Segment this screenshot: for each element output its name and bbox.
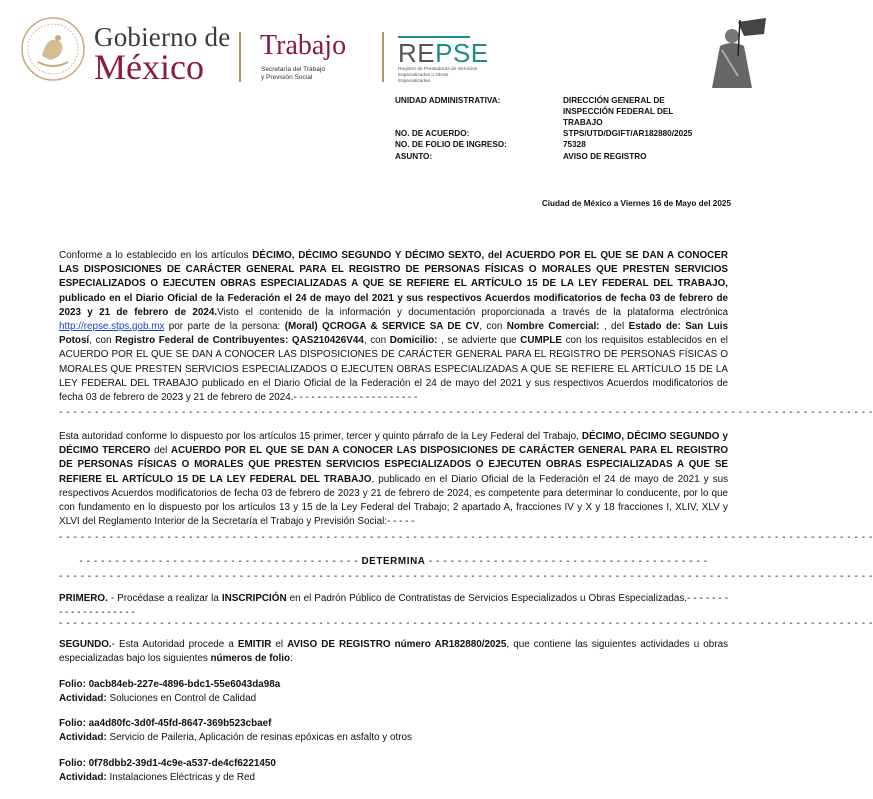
repse-sub-line-1: Registro de Prestadoras de Servicios (398, 67, 478, 72)
p1-text-5: , del (599, 321, 629, 333)
asunto-label: ASUNTO: (395, 152, 433, 161)
p4-text-3: , que contiene las siguientes actividades u obras especializadas bajo los siguientes (59, 639, 729, 665)
repse-re: RE (398, 38, 436, 68)
cumple-label: CUMPLE (520, 335, 562, 347)
mexico-seal-logo (20, 16, 86, 82)
p2-text-2: del (150, 445, 171, 457)
gobierno-title: Gobierno de (94, 22, 231, 52)
unidad-label: UNIDAD ADMINISTRATIVA: (395, 96, 501, 105)
paragraph-competencia (59, 430, 728, 529)
determina-dashes-left: - - - - - - - - - - - - - - - - - - - - - - - - - - - - - - - - - - - - - - - (79, 556, 359, 567)
p1-text-6: , con (89, 335, 116, 347)
document-date: Ciudad de México a Viernes 16 de Mayo del 2025 (541, 199, 731, 208)
rfc-label: Registro Federal de Contribuyentes: QAS210426V44 (115, 335, 364, 347)
nombre-comercial-label: Nombre Comercial: (506, 321, 600, 333)
p1-text-8: , se advierte que (437, 335, 521, 347)
folio-entry (59, 678, 728, 706)
folio-ingreso-value: 75328 (563, 140, 586, 149)
actividad-label: Actividad: (59, 693, 107, 705)
actividad-label: Actividad: (59, 772, 107, 784)
folio-entry (59, 757, 728, 785)
p4-text-4: : (290, 653, 293, 665)
repse-subtitle (398, 67, 478, 85)
folio-id: Folio: aa4d80fc-3d0f-45fd-8647-369b523cbaef (59, 718, 272, 729)
header-divider (239, 32, 241, 82)
dash-separator-2: - - - - - - - - - - - - - - - - - - - - - - - - - - - - - - - - - - - - - - - - - - - - - - - - - - - - - - - - - - - - - - - - - - - - - - - - - - - - - - - - - - - - - - - - - - - - - - - - - - - - - - - - - - - - - - - - - (59, 532, 873, 543)
p2-bold-1: DÉCIMO, DÉCIMO SEGUNDO y DÉCIMO TERCERO (59, 431, 728, 457)
paragraph-segundo (59, 638, 728, 666)
numeros-folio-label: números de folio (210, 653, 291, 665)
p4-text-2: el (271, 639, 288, 650)
header-divider-2 (382, 32, 384, 82)
asunto-value: AVISO DE REGISTRO (563, 152, 647, 161)
unidad-value (563, 95, 673, 128)
p1-bold-1: DÉCIMO, DÉCIMO SEGUNDO Y DÉCIMO SEXTO, del ACUERDO POR EL QUE SE DAN A CONOCER LAS DISPOSICIONES DE CARÁCTER GENERAL PARA EL REGISTRO DE PERSONAS FÍSICAS O MORALES QUE PRESTEN SERVICIOS ESPECIALIZADOS O EJECUTEN OBRAS ESPECIALIZADAS A QUE SE REFIERE EL ARTÍCULO 15 DE LA LEY FEDERAL DEL TRABAJO, publicado en el Diario Oficial de la Federación el 24 de mayo del 2021 y sus respectivos Acuerdos modificatorios de fecha 03 de febrero de 2023 y 21 de febrero de 2024. (59, 250, 728, 318)
p4-text-1: - Esta Autoridad procede a (111, 639, 238, 650)
dash-separator-3: - - - - - - - - - - - - - - - - - - - - - - - - - - - - - - - - - - - - - - - - - - - - - - - - - - - - - - - - - - - - - - - - - - - - - - - - - - - - - - - - - - - - - - - - - - - - - - - - - - - - - - - - - - - - - - - - - (59, 571, 873, 582)
p3-text-2: en el Padrón Público de Contratistas de Servicios Especializados u Obras Especializadas.- - - - - - - - - - - - - - - - - - - - (59, 593, 728, 619)
primero-label: PRIMERO. (59, 593, 108, 604)
p1-text-3: por parte de la persona: (164, 321, 285, 333)
actividad-label: Actividad: (59, 732, 107, 744)
determina-dashes-right: - - - - - - - - - - - - - - - - - - - - - - - - - - - - - - - - - - - - - - - (428, 556, 708, 567)
repse-link[interactable]: http://repse.stps.gob.mx (59, 321, 165, 333)
paragraph-considerandos (59, 249, 728, 405)
p2-bold-2: ACUERDO POR EL QUE SE DAN A CONOCER LAS DISPOSICIONES DE CARÁCTER GENERAL PARA EL REGISTRO DE PERSONAS FÍSICAS O MORALES QUE PRESTEN SERVICIOS ESPECIALIZADOS O EJECUTEN OBRAS ESPECIALIZADAS A QUE SE REFIERE EL ARTÍCULO 15 DE LA LEY FEDERAL DEL TRABAJO (59, 445, 729, 485)
actividad-value: Servicio de Paileria, Aplicación de resinas epóxicas en asfalto y otros (106, 732, 412, 744)
actividad-value: Soluciones en Control de Calidad (106, 693, 257, 705)
mexico-title: México (94, 47, 204, 87)
dash-separator-4: - - - - - - - - - - - - - - - - - - - - - - - - - - - - - - - - - - - - - - - - - - - - - - - - - - - - - - - - - - - - - - - - - - - - - - - - - - - - - - - - - - - - - - - - - - - - - - - - - - - - - - - - - - - - - - - - - (59, 618, 873, 629)
estado-label: Estado de: San Luis Potosí (59, 321, 729, 347)
p2-text-3: , publicado en el Diario Oficial de la Federación el 24 de mayo de 2021 y sus respectivos Acuerdos modificatorios de fecha 03 de febrero de 2023 y 21 de febrero de 2024, es competente para determinar lo conducente, por lo que con fundamento en lo dispuesto por los artículos 13 y 15 de la Ley Federal del Trabajo; 2 apartado A, fracciones IV y X y 18 fracciones I, XLIV, XLV y XLVI del Reglamento Interior de la Secretaría el Trabajo y Previsión Social:- - - - - (59, 473, 729, 528)
folio-id: Folio: 0f78dbb2-39d1-4c9e-a537-de4cf6221450 (59, 758, 276, 769)
p1-text-7: , con (363, 335, 390, 347)
p3-text-1: - Procédase a realizar la (107, 593, 222, 604)
p2-text-1: Esta autoridad conforme lo dispuesto por los artículos 15 primer, tercer y quinto párrafo de la Ley Federal del Trabajo, (59, 431, 582, 442)
p1-text-9: con los requisitos establecidos en el ACUERDO POR EL QUE SE DAN A CONOCER LAS DISPOSICIONES DE CARÁCTER GENERAL PARA EL REGISTRO DE PERSONAS FÍSICAS O MORALES QUE PRESTEN SERVICIOS ESPECIALIZADOS O EJECUTEN OBRAS ESPECIALIZADAS A QUE SE REFIERE EL ARTÍCULO 15 DE LA LEY FEDERAL DEL TRABAJO publicado en el Diario Oficial de la Federación el 24 de mayo del 2021 y sus respectivos Acuerdos modificatorios de fecha 03 de febrero de 2023 y 21 de febrero de 2024.- - - - - - - - - - - - - - - - - - - - - (59, 335, 728, 404)
determina-heading (59, 555, 728, 569)
acuerdo-value: STPS/UTD/DGIFT/AR182880/2025 (563, 129, 693, 138)
patria-figure-icon (708, 16, 770, 90)
unidad-value-line-3: TRABAJO (563, 118, 603, 127)
repse-sub-line-2: Especializados u Obras Especializadas (398, 73, 449, 84)
folio-entry (59, 717, 728, 745)
folio-id: Folio: 0acb84eb-227e-4896-bdc1-55e6043da98a (59, 679, 281, 690)
emitir-label: EMITIR (237, 639, 272, 650)
trabajo-sub-line-2: y Previsión Social (261, 74, 313, 81)
domicilio-label: Domicilio: (389, 335, 438, 347)
p1-text-2: Visto el contenido de la información y documentación proporcionada a través de la plataforma electrónica (217, 306, 728, 318)
p1-text-1: Conforme a lo establecido en los artículos (59, 250, 253, 261)
trabajo-logo-text: Trabajo (260, 30, 347, 61)
actividad-value: Instalaciones Eléctricas y de Red (106, 772, 255, 784)
unidad-value-line-1: DIRECCIÓN GENERAL DE (563, 96, 665, 105)
trabajo-sub-line-1: Secretaría del Trabajo (261, 66, 325, 73)
p1-text-4: , con (479, 321, 507, 333)
dash-separator-1: - - - - - - - - - - - - - - - - - - - - - - - - - - - - - - - - - - - - - - - - - - - - - - - - - - - - - - - - - - - - - - - - - - - - - - - - - - - - - - - - - - - - - - - - - - - - - - - - - - - - - - - - - - - - - - - - - (59, 407, 873, 418)
trabajo-subtitle (261, 66, 325, 82)
repse-pse: PSE (435, 38, 489, 68)
company-name: (Moral) QCROGA & SERVICE SA DE CV (284, 321, 480, 333)
aviso-registro-number: AVISO DE REGISTRO número AR182880/2025 (287, 639, 507, 650)
segundo-label: SEGUNDO. (59, 639, 112, 650)
folio-ingreso-label: NO. DE FOLIO DE INGRESO: (395, 140, 507, 149)
determina-title: DETERMINA (361, 556, 426, 567)
unidad-value-line-2: INSPECCIÓN FEDERAL DEL (563, 107, 674, 116)
repse-logo (398, 38, 489, 69)
inscripcion-label: INSCRIPCIÓN (221, 593, 287, 604)
acuerdo-label: NO. DE ACUERDO: (395, 129, 470, 138)
